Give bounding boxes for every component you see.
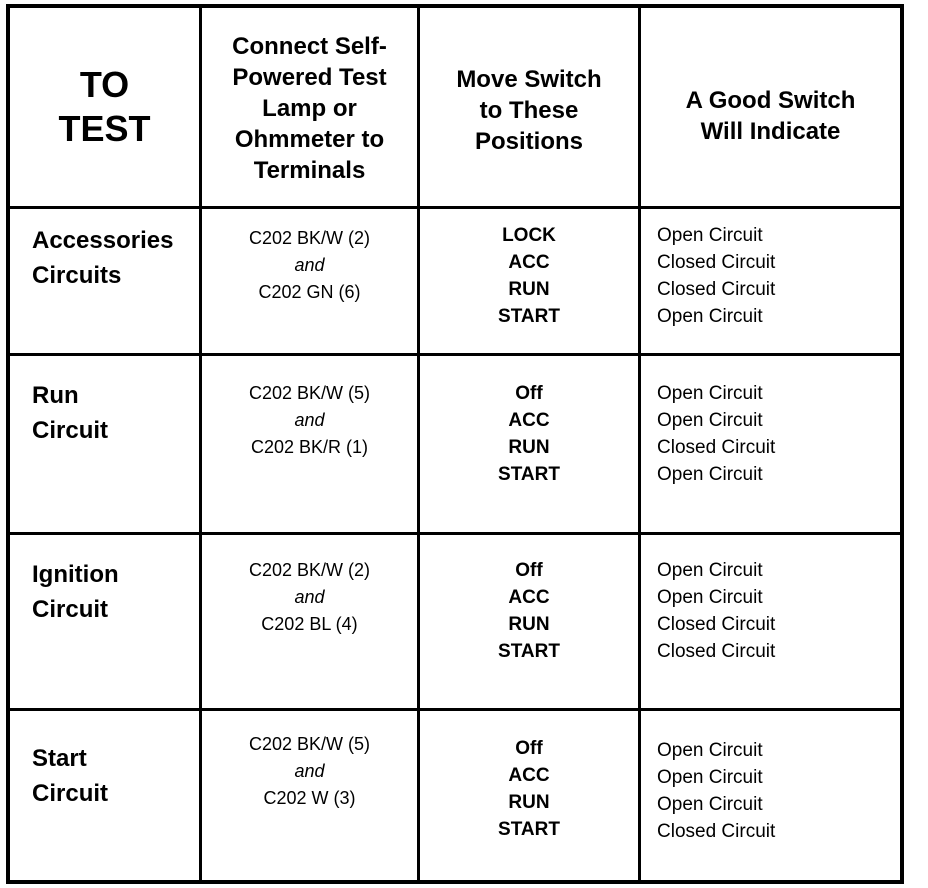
switch-position: RUN <box>508 614 550 635</box>
terminal: C202 BK/R (1) <box>250 437 369 457</box>
indication: Closed Circuit <box>657 279 776 300</box>
indication: Open Circuit <box>657 560 763 581</box>
switch-position: ACC <box>508 410 550 431</box>
switch-position: START <box>498 641 560 662</box>
header-line: Powered Test <box>232 63 387 91</box>
terminal: C202 BK/W (2) <box>248 228 371 248</box>
indication: Open Circuit <box>657 225 763 246</box>
switch-position: ACC <box>508 765 550 786</box>
header-line: Lamp or <box>262 94 357 122</box>
indication: Open Circuit <box>657 767 763 788</box>
indication: Open Circuit <box>657 383 763 404</box>
header-line: A Good Switch <box>685 87 856 114</box>
row-label-line: Circuit <box>32 596 109 623</box>
terminals-cell <box>202 711 417 882</box>
indication: Open Circuit <box>657 587 763 608</box>
indication: Closed Circuit <box>657 641 776 662</box>
row-label-start <box>10 711 199 882</box>
switch-position: START <box>498 819 560 840</box>
positions-cell <box>420 711 638 882</box>
header-move-switch <box>420 8 638 206</box>
header-line: Positions <box>474 127 583 155</box>
header-line: TEST <box>58 108 151 149</box>
and-word: and <box>294 410 325 430</box>
terminals-cell <box>202 356 417 532</box>
header-good-switch <box>641 8 900 206</box>
and-word: and <box>294 587 325 607</box>
header-line: Connect Self- <box>232 32 387 60</box>
row-label-run <box>10 356 199 532</box>
indications-cell <box>641 209 900 353</box>
switch-position: Off <box>515 738 543 759</box>
row-label-line: Circuits <box>32 262 122 289</box>
row-label-accessories <box>10 209 199 353</box>
header-to-test <box>10 8 199 206</box>
row-label-line: Start <box>32 745 87 772</box>
switch-position: ACC <box>508 587 550 608</box>
indication: Open Circuit <box>657 306 763 327</box>
switch-position: START <box>498 306 560 327</box>
switch-position: LOCK <box>502 225 556 246</box>
terminal: C202 BK/W (5) <box>248 734 371 754</box>
row-label-line: Run <box>32 382 79 409</box>
switch-position: Off <box>515 560 543 581</box>
terminal: C202 BK/W (5) <box>248 383 371 403</box>
header-line: Ohmmeter to <box>234 125 385 153</box>
terminal: C202 GN (6) <box>258 282 361 302</box>
row-label-ignition <box>10 535 199 708</box>
header-line: to These <box>479 96 579 124</box>
header-line: TO <box>79 64 130 105</box>
indication: Open Circuit <box>657 464 763 485</box>
switch-position: RUN <box>508 437 550 458</box>
row-label-line: Circuit <box>32 417 109 444</box>
terminal: C202 BK/W (2) <box>248 560 371 580</box>
indication: Open Circuit <box>657 410 763 431</box>
indication: Open Circuit <box>657 740 763 761</box>
row-label-line: Ignition <box>32 561 119 588</box>
terminals-cell <box>202 209 417 353</box>
positions-cell <box>420 356 638 532</box>
switch-position: RUN <box>508 279 550 300</box>
terminal: C202 W (3) <box>263 788 356 808</box>
indications-cell <box>641 535 900 708</box>
header-line: Terminals <box>253 156 366 184</box>
switch-position: ACC <box>508 252 550 273</box>
and-word: and <box>294 255 325 275</box>
indication: Closed Circuit <box>657 614 776 635</box>
indications-cell <box>641 356 900 532</box>
positions-cell <box>420 209 638 353</box>
header-line: Move Switch <box>456 65 602 93</box>
positions-cell <box>420 535 638 708</box>
row-label-line: Circuit <box>32 780 109 807</box>
header-line: Will Indicate <box>700 118 841 145</box>
indication: Closed Circuit <box>657 437 776 458</box>
switch-position: START <box>498 464 560 485</box>
indication: Open Circuit <box>657 794 763 815</box>
indications-cell <box>641 711 900 882</box>
indication: Closed Circuit <box>657 821 776 842</box>
indication: Closed Circuit <box>657 252 776 273</box>
switch-position: RUN <box>508 792 550 813</box>
terminal: C202 BL (4) <box>261 614 358 634</box>
switch-position: Off <box>515 383 543 404</box>
and-word: and <box>294 761 325 781</box>
row-label-line: Accessories <box>32 227 174 254</box>
header-connect-terminals <box>202 8 417 206</box>
terminals-cell <box>202 535 417 708</box>
